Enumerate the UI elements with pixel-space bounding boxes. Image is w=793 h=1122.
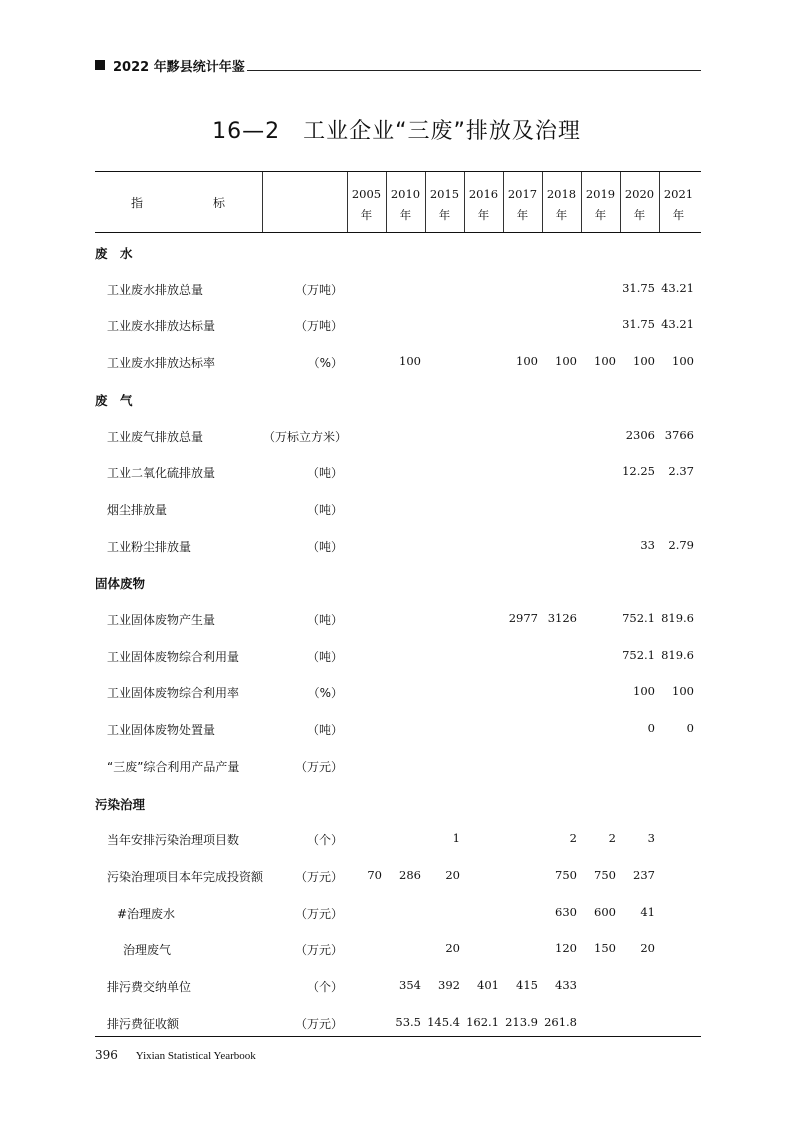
row-unit: （吨） (306, 723, 343, 738)
cell-value: 2977 (508, 611, 538, 625)
cell-value: 145.4 (427, 1014, 460, 1029)
row-label: 工业废气排放总量 (107, 429, 204, 444)
cell-value: 33 (640, 537, 655, 552)
cell-value: 100 (633, 684, 655, 699)
section-label: 废 气 (95, 392, 133, 408)
cell-value: 213.9 (505, 1014, 538, 1029)
table-row (95, 978, 701, 998)
row-unit: （万元） (294, 869, 343, 884)
cell-value: 12.25 (622, 464, 655, 479)
cell-value: 819.6 (661, 647, 694, 662)
header-text: 2022 年黟县统计年鉴 (113, 60, 245, 75)
cell-value: 750 (594, 867, 616, 882)
cell-value: 600 (594, 904, 616, 919)
row-unit: （%） (307, 356, 343, 371)
year-header: 2017 年 (507, 187, 538, 222)
year-header: 2010 年 (390, 187, 421, 222)
year-header: 2016 年 (468, 187, 499, 222)
row-unit: （%） (307, 686, 343, 701)
cell-value: 100 (594, 354, 616, 369)
row-label: 工业固体废物处置量 (107, 723, 216, 738)
page-footer (95, 1048, 256, 1062)
cell-value: 53.5 (395, 1014, 421, 1029)
section-row (95, 574, 701, 594)
cell-value: 3766 (664, 427, 694, 442)
year-header: 2005 年 (351, 187, 382, 222)
cell-value: 401 (477, 978, 499, 992)
cell-value: 433 (555, 978, 577, 992)
row-unit: （吨） (306, 466, 343, 481)
cell-value: 0 (647, 721, 655, 736)
cell-value: 20 (640, 941, 655, 956)
table-row (95, 354, 701, 374)
cell-value: 3126 (547, 611, 577, 625)
cell-value: 100 (555, 354, 577, 369)
cell-value: 2 (569, 831, 577, 846)
cell-value: 415 (516, 978, 538, 992)
cell-value: 150 (594, 941, 616, 956)
row-unit: （万吨） (294, 319, 343, 334)
year-header: 2021 年 (663, 187, 694, 222)
row-label: 排污费交纳单位 (107, 980, 192, 994)
row-unit: （万元） (294, 1016, 343, 1031)
cell-value: 392 (438, 978, 460, 992)
row-label: 当年安排污染治理项目数 (107, 833, 240, 848)
row-unit: （吨） (306, 649, 343, 664)
cell-value: 819.6 (661, 611, 694, 625)
table-row (95, 281, 701, 301)
section-row (95, 244, 701, 264)
header-rule (247, 70, 701, 71)
table-row (95, 464, 701, 484)
cell-value: 750 (555, 867, 577, 882)
table-row (95, 538, 701, 558)
cell-value: 20 (445, 867, 460, 882)
cell-value: 43.21 (661, 280, 694, 295)
cell-value: 237 (633, 867, 655, 882)
cell-value: 41 (640, 904, 655, 919)
table-row (95, 868, 701, 888)
table-row (95, 611, 701, 631)
year-header: 2015 年 (429, 187, 460, 222)
table-row (95, 831, 701, 851)
header-square-icon (95, 60, 105, 70)
row-label: 工业固体废物综合利用量 (107, 649, 240, 664)
cell-value: 31.75 (622, 317, 655, 332)
cell-value: 43.21 (661, 317, 694, 332)
header-indicator-a: 指 (131, 196, 144, 210)
cell-value: 286 (399, 867, 421, 882)
cell-value: 100 (672, 684, 694, 699)
row-label: “三废”综合利用产品产量 (107, 759, 240, 774)
footer-book-title: Yixian Statistical Yearbook (135, 1050, 256, 1062)
cell-value: 354 (399, 978, 421, 992)
year-header: 2019 年 (585, 187, 616, 222)
row-unit: （个） (306, 980, 343, 994)
cell-value: 20 (445, 941, 460, 956)
section-label: 废 水 (95, 246, 133, 261)
table-row (95, 905, 701, 925)
cell-value: 162.1 (466, 1014, 499, 1029)
row-label: 烟尘排放量 (107, 502, 168, 517)
row-label: 工业二氧化硫排放量 (107, 466, 216, 481)
cell-value: 1 (452, 831, 460, 846)
running-header (95, 56, 701, 76)
section-label: 固体废物 (95, 576, 146, 592)
header-divider (262, 172, 263, 232)
row-label: 工业废水排放总量 (107, 282, 204, 297)
row-unit: （个） (306, 833, 343, 848)
row-label: 治理废气 (123, 943, 172, 958)
cell-value: 2 (608, 831, 616, 846)
year-header: 2020 年 (624, 187, 655, 222)
table-bottom-rule (95, 1036, 701, 1037)
row-label: 工业粉尘排放量 (107, 539, 192, 554)
row-label: 排污费征收额 (107, 1016, 180, 1031)
cell-value: 630 (555, 904, 577, 919)
table-row (95, 428, 701, 448)
table-row (95, 721, 701, 741)
row-unit: （万吨） (294, 282, 343, 297)
cell-value: 100 (399, 354, 421, 369)
row-unit: （吨） (306, 502, 343, 517)
page-number: 396 (95, 1048, 118, 1062)
header-indicator-b: 标 (213, 196, 226, 210)
cell-value: 3 (647, 831, 655, 846)
cell-value: 100 (516, 354, 538, 369)
table-row (95, 684, 701, 704)
table-row (95, 648, 701, 668)
row-unit: （吨） (306, 613, 343, 627)
row-label: 工业废水排放达标率 (107, 356, 216, 371)
section-row (95, 391, 701, 411)
row-label: 工业废水排放达标量 (107, 319, 216, 334)
page-title: 16—2 工业企业“三废”排放及治理 (212, 119, 581, 144)
cell-value: 100 (633, 354, 655, 369)
cell-value: 752.1 (622, 611, 655, 625)
cell-value: 261.8 (544, 1014, 577, 1029)
row-label: 污染治理项目本年完成投资额 (107, 869, 264, 884)
cell-value: 2.79 (668, 537, 694, 552)
row-unit: （万元） (294, 943, 343, 958)
table-row (95, 758, 701, 778)
section-label: 污染治理 (95, 796, 146, 812)
cell-value: 70 (367, 867, 382, 882)
row-unit: （万元） (294, 906, 343, 921)
table-row (95, 1015, 701, 1035)
row-label: #治理废水 (117, 906, 176, 921)
row-label: 工业固体废物产生量 (107, 613, 216, 627)
section-row (95, 795, 701, 815)
cell-value: 752.1 (622, 647, 655, 662)
year-header: 2018 年 (546, 187, 577, 222)
cell-value: 0 (686, 721, 694, 736)
table-header (95, 171, 701, 233)
cell-value: 120 (555, 941, 577, 956)
table-row (95, 501, 701, 521)
row-unit: （万标立方米） (263, 429, 348, 444)
cell-value: 2.37 (668, 464, 694, 479)
row-unit: （吨） (306, 539, 343, 554)
row-unit: （万元） (294, 759, 343, 774)
cell-value: 31.75 (622, 280, 655, 295)
cell-value: 100 (672, 354, 694, 369)
table-row (95, 317, 701, 337)
cell-value: 2306 (625, 427, 655, 442)
row-label: 工业固体废物综合利用率 (107, 686, 240, 701)
table-row (95, 941, 701, 961)
